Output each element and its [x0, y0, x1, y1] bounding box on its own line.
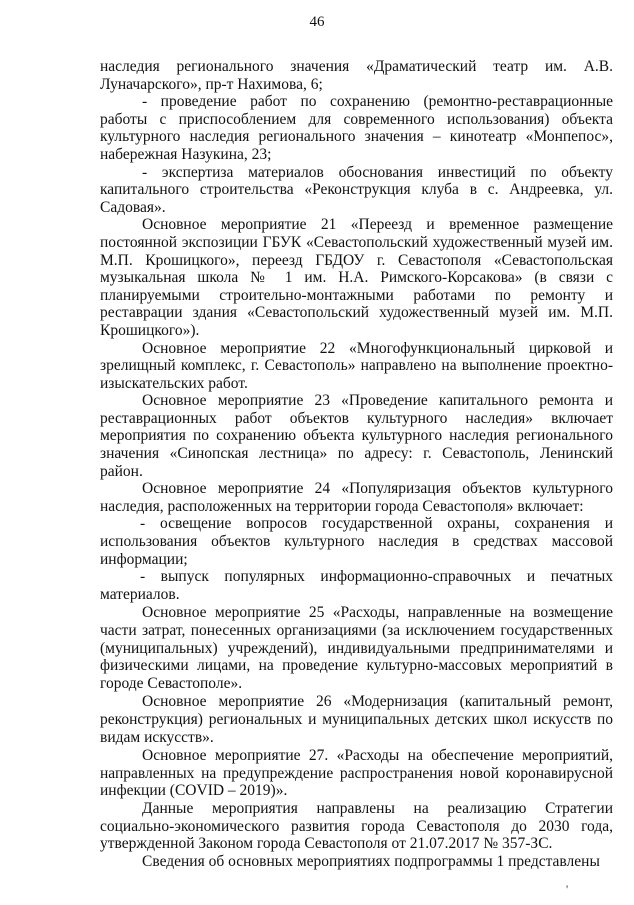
paragraph-measure-21: Основное мероприятие 21 «Переезд и временное размещение постоянной экспозиции ГБУК «Севастопольский художественный музей им. М.П. Крошицкого», переезд ГБДОУ г. Севастополя «Севастопольская музыкальная школа № 1 им. Н.А. Римского-Корсакова» (в связи с планируемыми строительно-монтажными работами по ремонту и реставрации здания «Севастопольский художественный музей им. М.П. Крошицкого»).	[100, 216, 613, 339]
page-number: 46	[309, 14, 325, 30]
document-body	[100, 58, 613, 870]
paragraph-andreevka-club: - экспертиза материалов обоснования инвестиций по объекту капитального строительства «Реконструкция клуба в с. Андреевка, ул. Садовая».	[100, 163, 613, 216]
paragraph-theatre-continuation: наследия регионального значения «Драматический театр им. А.В. Луначарского», пр-т Нахимова, 6;	[100, 58, 613, 93]
paragraph-measure-26: Основное мероприятие 26 «Модернизация (капитальный ремонт, реконструкция) региональных и муниципальных детских школ искусств по видам искусств».	[100, 693, 613, 746]
list-item-media-coverage: - освещение вопросов государственной охраны, сохранения и использования объектов культурного наследия в средствах массовой информации;	[100, 515, 613, 568]
list-item-publications: - выпуск популярных информационно-справочных и печатных материалов.	[100, 568, 613, 603]
paragraph-strategy: Данные мероприятия направлены на реализацию Стратегии социально-экономического развития города Севастополя до 2030 года, утвержденной Законом города Севастополя от 21.07.2017 № 357-ЗС.	[100, 799, 613, 853]
paragraph-measure-23: Основное мероприятие 23 «Проведение капитального ремонта и реставрационных работ объектов культурного наследия» включает мероприятия по сохранению объекта культурного наследия регионального значения «Синопская лестница» по адресу: г. Севастополь, Ленинский район.	[100, 392, 613, 480]
paragraph-summary-intro: Сведения об основных мероприятиях подпрограммы 1 представлены	[142, 852, 600, 870]
paragraph-montepos-cinema: - проведение работ по сохранению (ремонтно-реставрационные работы с приспособлением для современного использования) объекта культурного наследия регионального значения – кинотеатр «Монпепос», набережная Назукина, 23;	[100, 93, 613, 163]
paragraph-measure-27: Основное мероприятие 27. «Расходы на обеспечение мероприятий, направленных на предупреждение распространения новой коронавирусной инфекции (COVID – 2019)».	[100, 747, 613, 800]
paragraph-measure-25: Основное мероприятие 25 «Расходы, направленные на возмещение части затрат, понесенных организациями (за исключением государственных (муниципальных) учреждений), индивидуальными предпринимателями и физическими лицами, на проведение культурно-массовых мероприятий в городе Севастополе».	[100, 604, 613, 692]
margin-mark: '	[566, 882, 569, 896]
paragraph-measure-24: Основное мероприятие 24 «Популяризация объектов культурного наследия, расположенных на территории города Севастополя» включает:	[100, 480, 613, 515]
paragraph-measure-22: Основное мероприятие 22 «Многофункциональный цирковой и зрелищный комплекс, г. Севастополь» направлено на выполнение проектно-изыскательских работ.	[100, 339, 613, 392]
